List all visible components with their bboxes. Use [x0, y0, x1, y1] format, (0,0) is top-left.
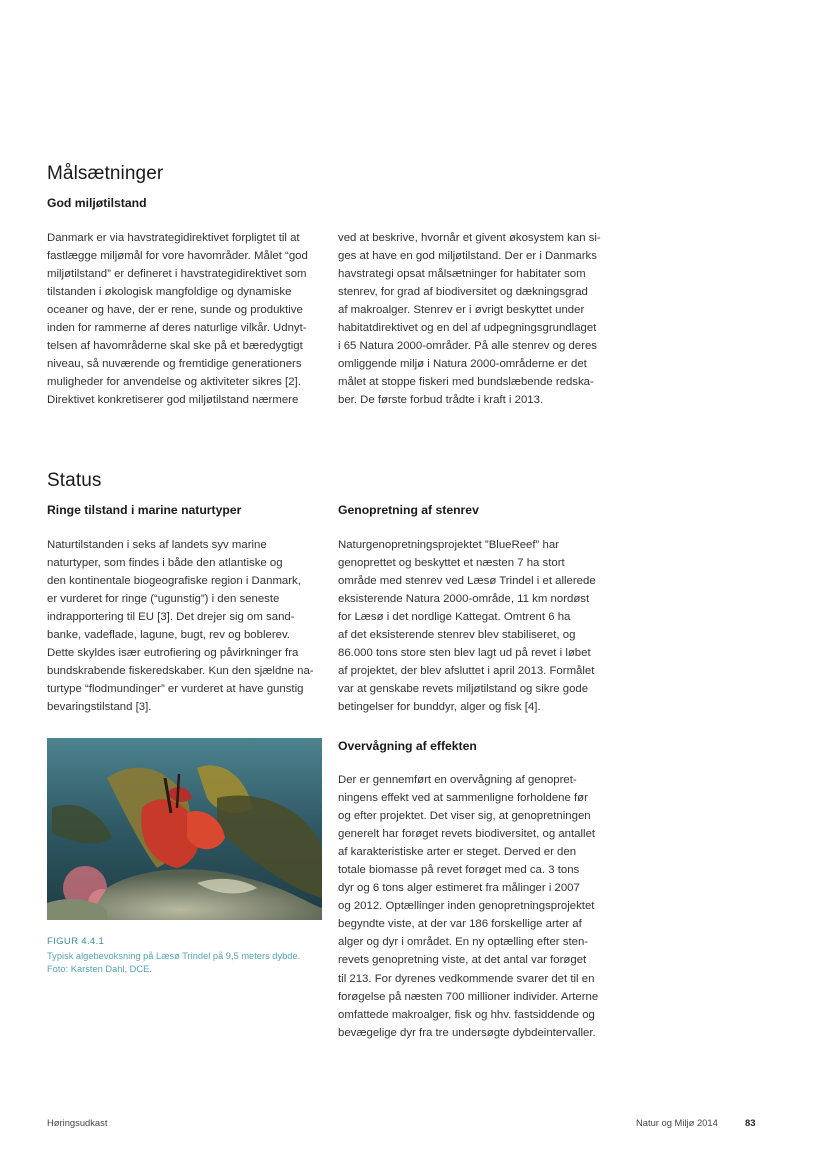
text-line: forøgelse på næsten 700 millioner individer. Arterne: [338, 990, 599, 1003]
text-line: bevægelige dyr fra tre undersøgte dybdeintervaller.: [338, 1026, 596, 1039]
status-left-column: [47, 536, 323, 716]
text-line: område med stenrev ved Læsø Trindel i et allerede: [338, 575, 596, 588]
text-line: var at genskabe revets miljøtilstand og sikre gode: [338, 683, 589, 696]
text-line: generelt har forøget revets biodiversitet, og antallet: [338, 828, 596, 841]
text-line: revets genopretning viste, at det antal var forøget: [338, 954, 587, 967]
footer-draft-label: Høringsudkast: [47, 1117, 108, 1128]
text-line: dyr og 6 tons alger estimeret fra målinger i 2007: [338, 882, 580, 895]
text-line: til 213. For dyrenes vedkommende svarer det til en: [338, 972, 595, 985]
text-line: ningens effekt ved at sammenligne forholdene før: [338, 792, 588, 805]
figure-credit-line: Foto: Karsten Dahl, DCE.: [47, 964, 152, 974]
section-title-goals: Målsætninger: [47, 163, 164, 184]
text-line: målet at stoppe fiskeri med bundslæbende redska-: [338, 376, 594, 389]
text-line: banke, vadeflade, lagune, bugt, rev og boblerev.: [47, 629, 290, 642]
text-line: 86.000 tons store sten blev lagt ud på revet i løbet: [338, 647, 591, 660]
text-line: bundskrabende fiskeredskaber. Kun den sjældne na-: [47, 665, 314, 678]
subtitle-reef-restoration: Genopretning af stenrev: [338, 503, 479, 517]
figure-photo: [47, 738, 322, 920]
text-line: er vurderet for ringe (“ugunstig”) i den seneste: [47, 593, 280, 606]
text-line: af makroalger. Stenrev er i øvrigt beskyttet under: [338, 304, 585, 317]
section-title-status: Status: [47, 470, 102, 491]
text-line: oceaner og have, der er rene, sunde og produktive: [47, 304, 303, 317]
text-line: og efter projektet. Det viser sig, at genopretningen: [338, 810, 591, 823]
text-line: habitatdirektivet og en del af udpegningsgrundlaget: [338, 322, 597, 335]
text-line: niveau, så nuværende og fremtidige generationers: [47, 358, 302, 371]
text-line: begyndte viste, at der var 186 forskellige arter af: [338, 918, 582, 931]
text-line: inden for rammerne af deres naturlige vilkår. Udnyt-: [47, 322, 307, 335]
text-line: indrapportering til EU [3]. Det drejer sig om sand-: [47, 611, 295, 624]
status-right-column-1: [338, 536, 614, 716]
text-line: den kontinentale biogeografiske region i Danmark,: [47, 575, 301, 588]
text-line: muligheder for anvendelse og aktiviteter sikres [2].: [47, 376, 301, 389]
text-line: ges at have en god miljøtilstand. Der er i Danmarks: [338, 250, 597, 263]
text-line: ber. De første forbud trådte i kraft i 2013.: [338, 394, 544, 407]
text-line: telsen af havområderne skal ske på et bæredygtigt: [47, 340, 303, 353]
footer-publication-title: Natur og Miljø 2014: [636, 1117, 718, 1128]
text-line: fastlægge miljømål for vore havområder. Målet “god: [47, 250, 308, 263]
text-line: af det eksisterende stenrev blev stabiliseret, og: [338, 629, 576, 642]
text-line: alger og dyr i området. En ny optælling efter sten-: [338, 936, 589, 949]
text-line: Dette skyldes især eutrofiering og påvirkninger fra: [47, 647, 299, 660]
text-line: turtype “flodmundinger” er vurderet at have gunstig: [47, 683, 304, 696]
text-line: bevaringstilstand [3].: [47, 701, 152, 714]
figure-caption: [47, 950, 327, 976]
text-line: ved at beskrive, hvornår et givent økosystem kan si-: [338, 232, 601, 244]
goals-column-1: [47, 229, 323, 409]
text-line: omfattede makroalger, fisk og hhv. fastsiddende og: [338, 1008, 595, 1021]
seaweed-photo-illustration: [47, 738, 322, 920]
subtitle-poor-condition: Ringe tilstand i marine naturtyper: [47, 503, 242, 517]
text-line: Naturgenopretningsprojektet ”BlueReef” har: [338, 539, 559, 551]
text-line: miljøtilstand” er defineret i havstrategidirektivet som: [47, 268, 307, 281]
text-line: totale biomasse på revet forøget med ca. 3 tons: [338, 864, 580, 877]
text-line: og 2012. Optællinger inden genopretningsprojektet: [338, 900, 595, 913]
text-line: Direktivet konkretiserer god miljøtilstand nærmere: [47, 394, 299, 407]
text-line: af karakteristiske arter er steget. Derved er den: [338, 846, 577, 859]
text-line: eksisterende Natura 2000-område, 11 km nordøst: [338, 593, 590, 606]
text-line: af projektet, der blev afsluttet i april 2013. Formålet: [338, 665, 595, 678]
text-line: tilstanden i økologisk mangfoldige og dynamiske: [47, 286, 292, 299]
goals-column-2: [338, 229, 614, 409]
text-line: for Læsø i det nordlige Kattegat. Omtrent 6 ha: [338, 611, 571, 624]
text-line: Danmark er via havstrategidirektivet forpligtet til at: [47, 232, 300, 244]
status-right-column-2: [338, 771, 614, 1042]
text-line: Der er gennemført en overvågning af genopret-: [338, 774, 577, 786]
text-line: naturtyper, som findes i både den atlantiske og: [47, 557, 283, 570]
text-line: i 65 Natura 2000-områder. På alle stenrev og deres: [338, 340, 597, 353]
subtitle-good-environmental-status: God miljøtilstand: [47, 196, 147, 210]
text-line: stenrev, for grad af biodiversitet og dækningsgrad: [338, 286, 588, 299]
text-line: genoprettet og beskyttet et næsten 7 ha stort: [338, 557, 565, 570]
subtitle-monitoring: Overvågning af effekten: [338, 739, 477, 753]
text-line: betingelser for bunddyr, alger og fisk [4].: [338, 701, 541, 714]
figure-label: FIGUR 4.4.1: [47, 936, 105, 947]
text-line: omliggende miljø i Natura 2000-områderne er det: [338, 358, 587, 371]
text-line: Naturtilstanden i seks af landets syv marine: [47, 539, 267, 551]
figure-caption-line: Typisk algebevoksning på Læsø Trindel på 9,5 meters dybde.: [47, 951, 301, 961]
page-number: 83: [745, 1117, 756, 1128]
text-line: havstrategi opsat målsætninger for habitater som: [338, 268, 586, 281]
